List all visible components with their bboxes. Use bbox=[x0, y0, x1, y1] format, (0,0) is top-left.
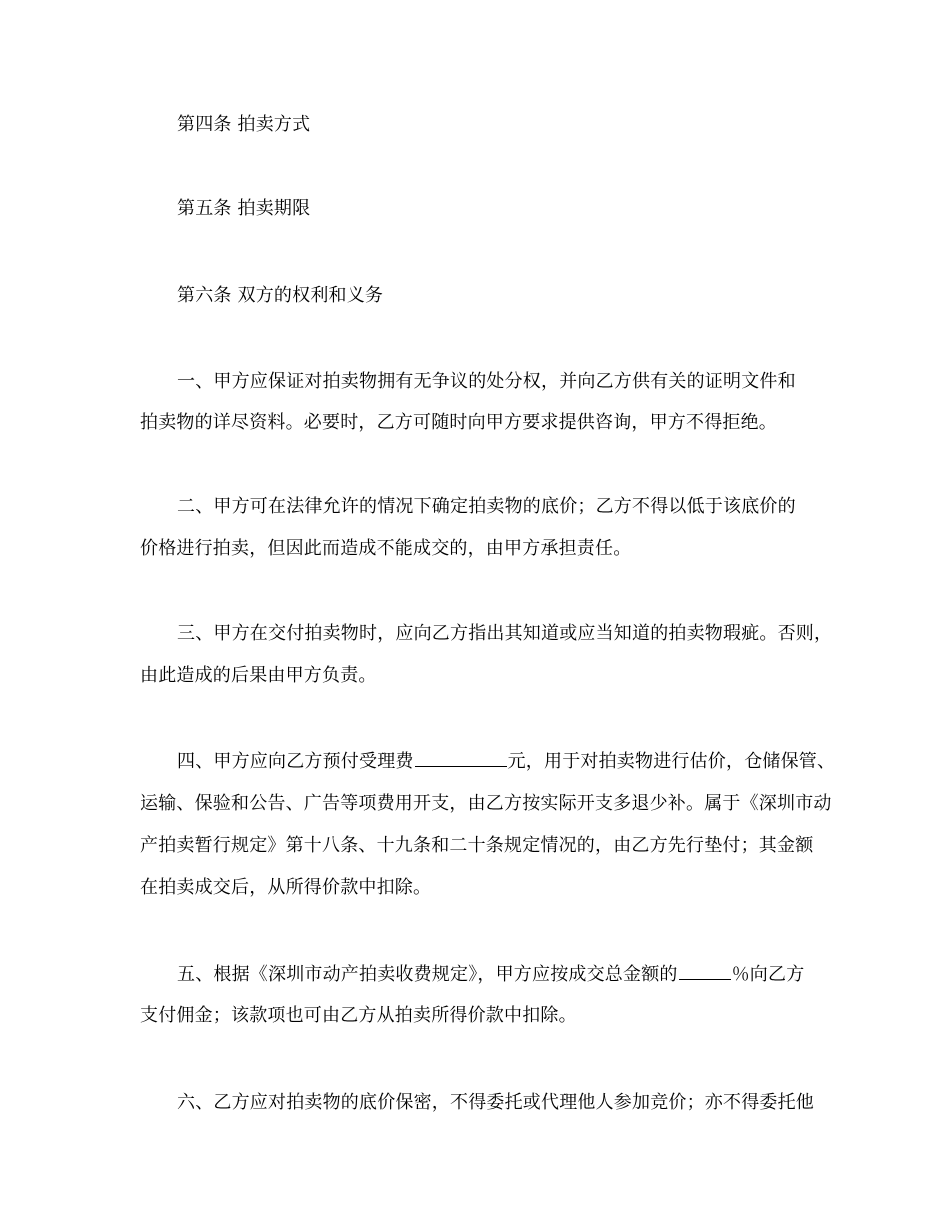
article-6-heading: 第六条 双方的权利和义务 bbox=[177, 285, 384, 306]
clause-4-line-2: 运输、保验和公告、广告等项费用开支，由乙方按实际开支多退少补。属于《深圳市动 bbox=[140, 793, 832, 814]
clause-3-line-2: 由此造成的后果由甲方负责。 bbox=[140, 665, 377, 686]
clause-6-line-1: 六、乙方应对拍卖物的底价保密，不得委托或代理他人参加竞价；亦不得委托他 bbox=[177, 1092, 814, 1113]
clause-5-text-before-blank: 五、根据《深圳市动产拍卖收费规定》，甲方应按成交总金额的 bbox=[177, 964, 678, 985]
clause-3-line-1: 三、甲方在交付拍卖物时，应向乙方指出其知道或应当知道的拍卖物瑕疵。否则， bbox=[177, 623, 833, 644]
fee-amount-blank bbox=[415, 748, 507, 767]
clause-1-line-2: 拍卖物的详尽资料。必要时，乙方可随时向甲方要求提供咨询，甲方不得拒绝。 bbox=[140, 412, 777, 433]
clause-5-line-2: 支付佣金；该款项也可由乙方从拍卖所得价款中扣除。 bbox=[140, 1005, 577, 1026]
clause-2-line-2: 价格进行拍卖，但因此而造成不能成交的，由甲方承担责任。 bbox=[140, 538, 632, 559]
clause-4-line-1 bbox=[177, 748, 877, 775]
clause-5-line-1 bbox=[177, 961, 877, 988]
commission-rate-blank bbox=[679, 961, 731, 980]
clause-4-line-3: 产拍卖暂行规定》第十八条、十九条和二十条规定情况的，由乙方先行垫付；其金额 bbox=[140, 835, 814, 856]
clause-1-line-1: 一、甲方应保证对拍卖物拥有无争议的处分权，并向乙方供有关的证明文件和 bbox=[177, 371, 796, 392]
clause-4-text-after-blank: 元，用于对拍卖物进行估价，仓储保管、 bbox=[507, 751, 836, 772]
article-4-heading: 第四条 拍卖方式 bbox=[177, 114, 311, 135]
clause-4-line-4: 在拍卖成交后，从所得价款中扣除。 bbox=[140, 877, 432, 898]
clause-4-text-before-blank: 四、甲方应向乙方预付受理费 bbox=[177, 751, 414, 772]
clause-2-line-1: 二、甲方可在法律允许的情况下确定拍卖物的底价；乙方不得以低于该底价的 bbox=[177, 496, 796, 517]
clause-5-text-after-blank: ％向乙方 bbox=[731, 964, 805, 985]
article-5-heading: 第五条 拍卖期限 bbox=[177, 198, 311, 219]
